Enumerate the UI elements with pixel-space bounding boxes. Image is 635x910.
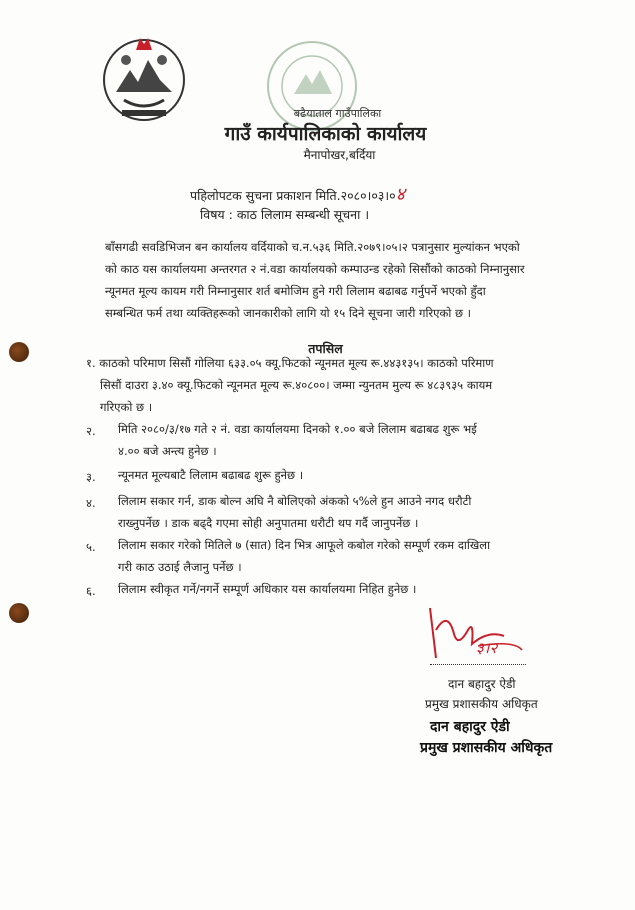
intro-paragraph [85,236,555,324]
publication-date-text: पहिलोपटक सुचना प्रकाशन मिति.२०८०।०३।० [190,188,396,203]
item-line: ४.०० बजे अन्त्य हुनेछ । [118,444,217,458]
list-item-1 [86,352,556,418]
list-item-6 [118,578,558,600]
list-item-4 [118,490,558,534]
first-publication-date [190,182,405,206]
list-item-3 [118,464,558,486]
handwritten-signature-icon [418,600,528,670]
item-number: ६. [86,584,96,598]
item-number: ५. [86,540,96,554]
intro-line: न्यूनमत मूल्य कायम गरी निम्नानुसार शर्त बमोजिम हुने गरी लिलाम बढाबढ गर्नुपर्ने भएको हुँदा [105,284,486,298]
item-line: लिलाम सकार गरेको मितिले ७ (सात) दिन भित्र आफूले कबोल गरेको सम्पूर्ण रकम दाखिला [118,538,491,552]
item-line: सिसौं दाउरा ३.४० क्यू.फिटको न्यूनमत मूल्य रू.४०८००। जम्मा न्युनतम मुल्य रू ४८३९३५ कायम [100,378,493,392]
item-line: लिलाम स्वीकृत गर्ने/नगर्ने सम्पूर्ण अधिकार यस कार्यालयमा निहित हुनेछ । [118,582,417,596]
signature-line [430,664,526,665]
item-line: लिलाम सकार गर्न, डाक बोल्न अघि नै बोलिएको अंकको ५%ले हुन आउने नगद धरौटी [118,494,472,508]
notice-subject: विषय : काठ लिलाम सम्बन्धी सूचना । [200,207,370,222]
handwritten-signature-date: ३।२ [476,639,498,657]
intro-line: को काठ यस कार्यालयमा अन्तरगत २ नं.वडा कार्यालयको कम्पाउन्ड रहेको सिसौंको काठको निम्नानुसार [105,262,525,276]
item-number: ४. [86,496,96,510]
item-line: गरी काठ उठाई लैजानु पर्नेछ । [118,560,242,574]
stamp-name: दान बहादुर ऐडी [430,719,510,735]
stamp-designation: प्रमुख प्रशासकीय अधिकृत [420,740,553,756]
item-line: मिति २०८०/३/१७ गते २ नं. वडा कार्यालयमा दिनको १.०० बजे लिलाम बढाबढ शुरू भई [118,422,477,436]
item-line: गरिएको छ । [100,400,153,414]
item-line: १. काठको परिमाण सिसौं गोलिया ६३३.०५ क्यू.फिटको न्यूनमत मूल्य रू.४४३१३५। काठको परिमाण [86,356,494,370]
list-item-2 [118,418,558,462]
intro-line: सम्बन्धित फर्म तथा व्यक्तिहरूको जानकारीको लागि यो १५ दिने सूचना जारी गरिएको छ । [105,306,472,320]
office-location: मैनापोखर,बर्दिया [303,148,376,162]
section-title: तपसिल [308,341,343,356]
punch-hole [9,342,29,362]
item-number: ३. [86,470,96,484]
signatory-name: दान बहादुर ऐडी [448,677,516,691]
intro-line: बाँसगढी सवडिभिजन बन कार्यालय वर्दियाको च.न.५३६ मिति.२०७९।०५।२ पत्रानुसार मुल्यांकन भएको [105,240,520,254]
municipality-name: बढैयाताल गाउँपालिका [293,107,382,120]
list-item-5 [118,534,558,578]
punch-hole [9,603,29,623]
item-number: २. [86,424,96,438]
office-title: गाउँ कार्यपालिकाको कार्यालय [224,123,427,145]
signatory-designation: प्रमुख प्रशासकीय अधिकृत [425,697,538,711]
item-line: राख्नुपर्नेछ । डाक बढ्दै गएमा सोही अनुपातमा धरौटी थप गर्दै जानुपर्नेछ । [118,516,419,530]
handwritten-date-digit: ४ [395,184,405,205]
item-line: न्यूनमत मूल्यबाटै लिलाम बढाबढ शुरू हुनेछ । [118,468,304,482]
